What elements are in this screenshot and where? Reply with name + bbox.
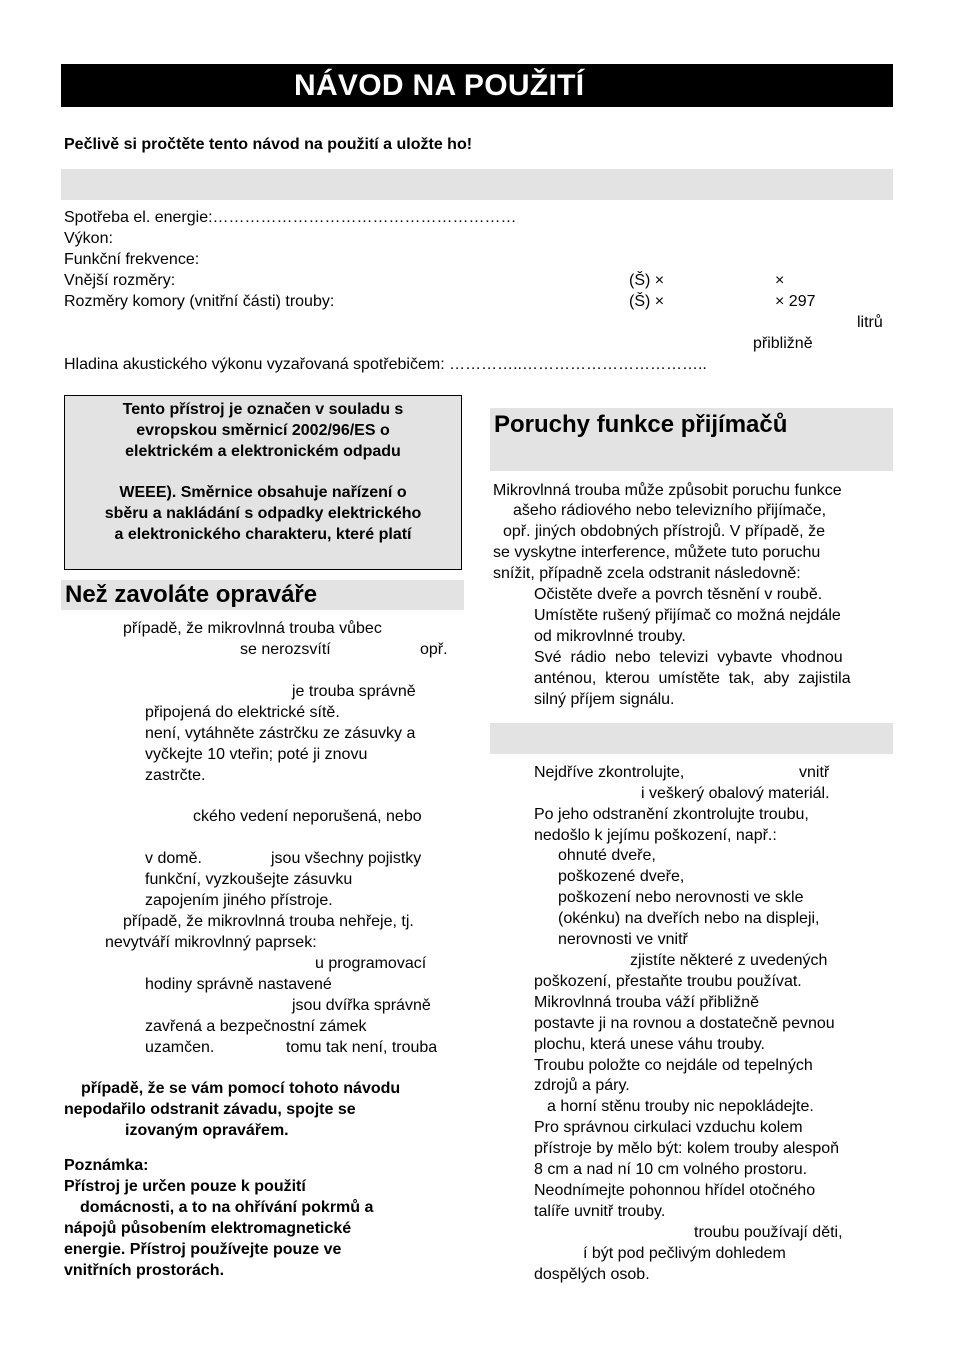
repair-bold-line: izovaným opravářem. — [125, 1122, 289, 1139]
note-line: energie. Přístroj používejte pouze ve — [64, 1241, 342, 1258]
install-line: Pro správnou cirkulaci vzduchu kolem — [534, 1119, 803, 1136]
note-line: nápojů působením elektromagnetické — [64, 1220, 352, 1237]
repair-line: není, vytáhněte zástrčku ze zásuvky a — [145, 725, 416, 742]
repair-bold-line: nepodařilo odstranit závadu, spojte se — [64, 1101, 356, 1118]
repair-line: nevytváří mikrovlnný paprsek: — [105, 934, 317, 951]
repair-line: funkční, vyzkoušejte zásuvku — [145, 871, 353, 888]
install-line: ohnuté dveře, — [558, 847, 656, 864]
install-line: Po jeho odstranění zkontrolujte troubu, — [534, 806, 809, 823]
note-line: vnitřních prostorách. — [64, 1262, 225, 1279]
repair-line: v domě. — [145, 850, 202, 867]
intro-text: Pečlivě si pročtěte tento návod na použití a uložte ho! — [64, 136, 473, 153]
weee-line: evropskou směrnicí 2002/96/ES o — [136, 422, 390, 439]
note-label: Poznámka: — [64, 1157, 149, 1174]
install-line: i veškerý obalový materiál. — [641, 785, 830, 802]
interference-line: silný příjem signálu. — [534, 691, 675, 708]
spec-outer-dims-label: Vnější rozměry: — [64, 272, 176, 289]
install-line: troubu používají děti, — [694, 1224, 843, 1241]
spec-inner-dims-x: × 297 — [775, 293, 816, 310]
install-line: poškozené dveře, — [558, 868, 685, 885]
install-line: Mikrovlnná trouba váží přibližně — [534, 994, 759, 1011]
install-line: nedošlo k jejímu poškození, např.: — [534, 827, 777, 844]
specs-heading-bar — [61, 169, 893, 200]
repair-line: připojená do elektrické sítě. — [145, 704, 340, 721]
install-line: přístroje by mělo být: kolem trouby alespoň — [534, 1140, 840, 1157]
interference-line: Umístěte rušený přijímač co možná nejdále — [534, 607, 841, 624]
interference-line: od mikrovlnné trouby. — [534, 628, 686, 645]
install-line: Neodnímejte pohonnou hřídel otočného — [534, 1182, 816, 1199]
install-line: dospělých osob. — [534, 1266, 650, 1283]
weee-line: Tento přístroj je označen v souladu s — [122, 401, 404, 418]
spec-output: Výkon: — [64, 230, 113, 247]
install-line: zdrojů a páry. — [534, 1077, 630, 1094]
spec-outer-dims-x: × — [775, 272, 785, 289]
weee-line: elektrickém a elektronickém odpadu — [125, 443, 401, 460]
repair-line: uzamčen. — [145, 1039, 215, 1056]
install-line: plochu, která unese váhu trouby. — [534, 1036, 765, 1053]
repair-line: je trouba správně — [292, 683, 416, 700]
weee-notice-box — [64, 395, 462, 570]
install-line: poškození nebo nerovnosti ve skle — [558, 889, 804, 906]
repair-line: opř. — [420, 641, 448, 658]
install-line: í být pod pečlivým dohledem — [583, 1245, 786, 1262]
install-line: a horní stěnu trouby nic nepokládejte. — [547, 1098, 814, 1115]
install-line: Nejdříve zkontrolujte, — [534, 764, 685, 781]
page-title: NÁVOD NA POUŽITÍ — [294, 69, 585, 102]
repair-line: tomu tak není, trouba — [286, 1039, 438, 1056]
spec-inner-dims-w: (Š) × — [629, 293, 665, 310]
repair-heading: Než zavoláte opraváře — [65, 581, 318, 608]
install-line: zjistíte některé z uvedených — [630, 952, 828, 969]
interference-line: snížit, případně zcela odstranit následovně: — [493, 565, 801, 582]
install-line: postavte ji na rovnou a dostatečně pevnou — [534, 1015, 835, 1032]
spec-noise: Hladina akustického výkonu vyzařovaná spotřebičem: …………..…………………………….. — [64, 356, 707, 373]
repair-line: ckého vedení neporušená, nebo — [193, 808, 422, 825]
repair-line: se nerozsvítí — [240, 641, 331, 658]
install-line: poškození, přestaňte troubu používat. — [534, 973, 802, 990]
repair-line: jsou všechny pojistky — [271, 850, 422, 867]
weee-line: sběru a nakládání s odpadky elektrického — [104, 505, 422, 522]
repair-line: jsou dvířka správně — [292, 997, 431, 1014]
interference-line: ašeho rádiového nebo televizního přijímače, — [513, 502, 827, 519]
note-line: Přístroj je určen pouze k použití — [64, 1178, 306, 1195]
repair-line: vyčkejte 10 vteřin; poté ji znovu — [145, 746, 368, 763]
note-line: domácnosti, a to na ohřívání pokrmů a — [80, 1199, 374, 1216]
interference-line: Své rádio nebo televizi vybavte vhodnou — [534, 649, 843, 666]
spec-power-consumption: Spotřeba el. energie:………………………………………………… — [64, 209, 517, 226]
install-line: 8 cm a nad ní 10 cm volného prostoru. — [534, 1161, 808, 1178]
repair-line: zavřená a bezpečnostní zámek — [145, 1018, 367, 1035]
repair-line: zastrčte. — [145, 767, 206, 784]
interference-line: anténou, kterou umístěte tak, aby zajistila — [534, 670, 851, 687]
install-line: Troubu položte co nejdále od tepelných — [534, 1057, 813, 1074]
repair-line: případě, že mikrovlnná trouba vůbec — [123, 620, 382, 637]
install-line: nerovnosti ve vnitř — [558, 931, 688, 948]
interference-line: se vyskytne interference, můžete tuto poruchu — [493, 544, 821, 561]
install-line: vnitř — [799, 764, 830, 781]
weee-line: a elektronického charakteru, které platí — [114, 526, 412, 543]
spec-frequency: Funkční frekvence: — [64, 251, 200, 268]
weee-line: WEEE). Směrnice obsahuje nařízení o — [119, 484, 407, 501]
repair-bold-line: případě, že se vám pomocí tohoto návodu — [81, 1080, 401, 1097]
interference-heading: Poruchy funkce přijímačů — [494, 411, 788, 438]
repair-line: případě, že mikrovlnná trouba nehřeje, tj. — [123, 913, 414, 930]
repair-line: u programovací — [315, 955, 427, 972]
install-line: (okénku) na dveřích nebo na displeji, — [558, 910, 820, 927]
title-bar — [61, 64, 893, 107]
install-line: talíře uvnitř trouby. — [534, 1203, 666, 1220]
interference-line: opř. jiných obdobných přístrojů. V případě, že — [503, 523, 825, 540]
install-heading-bar — [490, 723, 893, 754]
spec-inner-dims-label: Rozměry komory (vnitřní části) trouby: — [64, 293, 335, 310]
spec-weight: přibližně — [753, 335, 813, 352]
spec-outer-dims-w: (Š) × — [629, 272, 665, 289]
interference-line: Mikrovlnná trouba může způsobit poruchu funkce — [493, 482, 842, 499]
repair-line: hodiny správně nastavené — [145, 976, 332, 993]
spec-volume-unit: litrů — [857, 314, 883, 331]
repair-line: zapojením jiného přístroje. — [145, 892, 333, 909]
interference-line: Očistěte dveře a povrch těsnění v roubě. — [534, 586, 823, 603]
